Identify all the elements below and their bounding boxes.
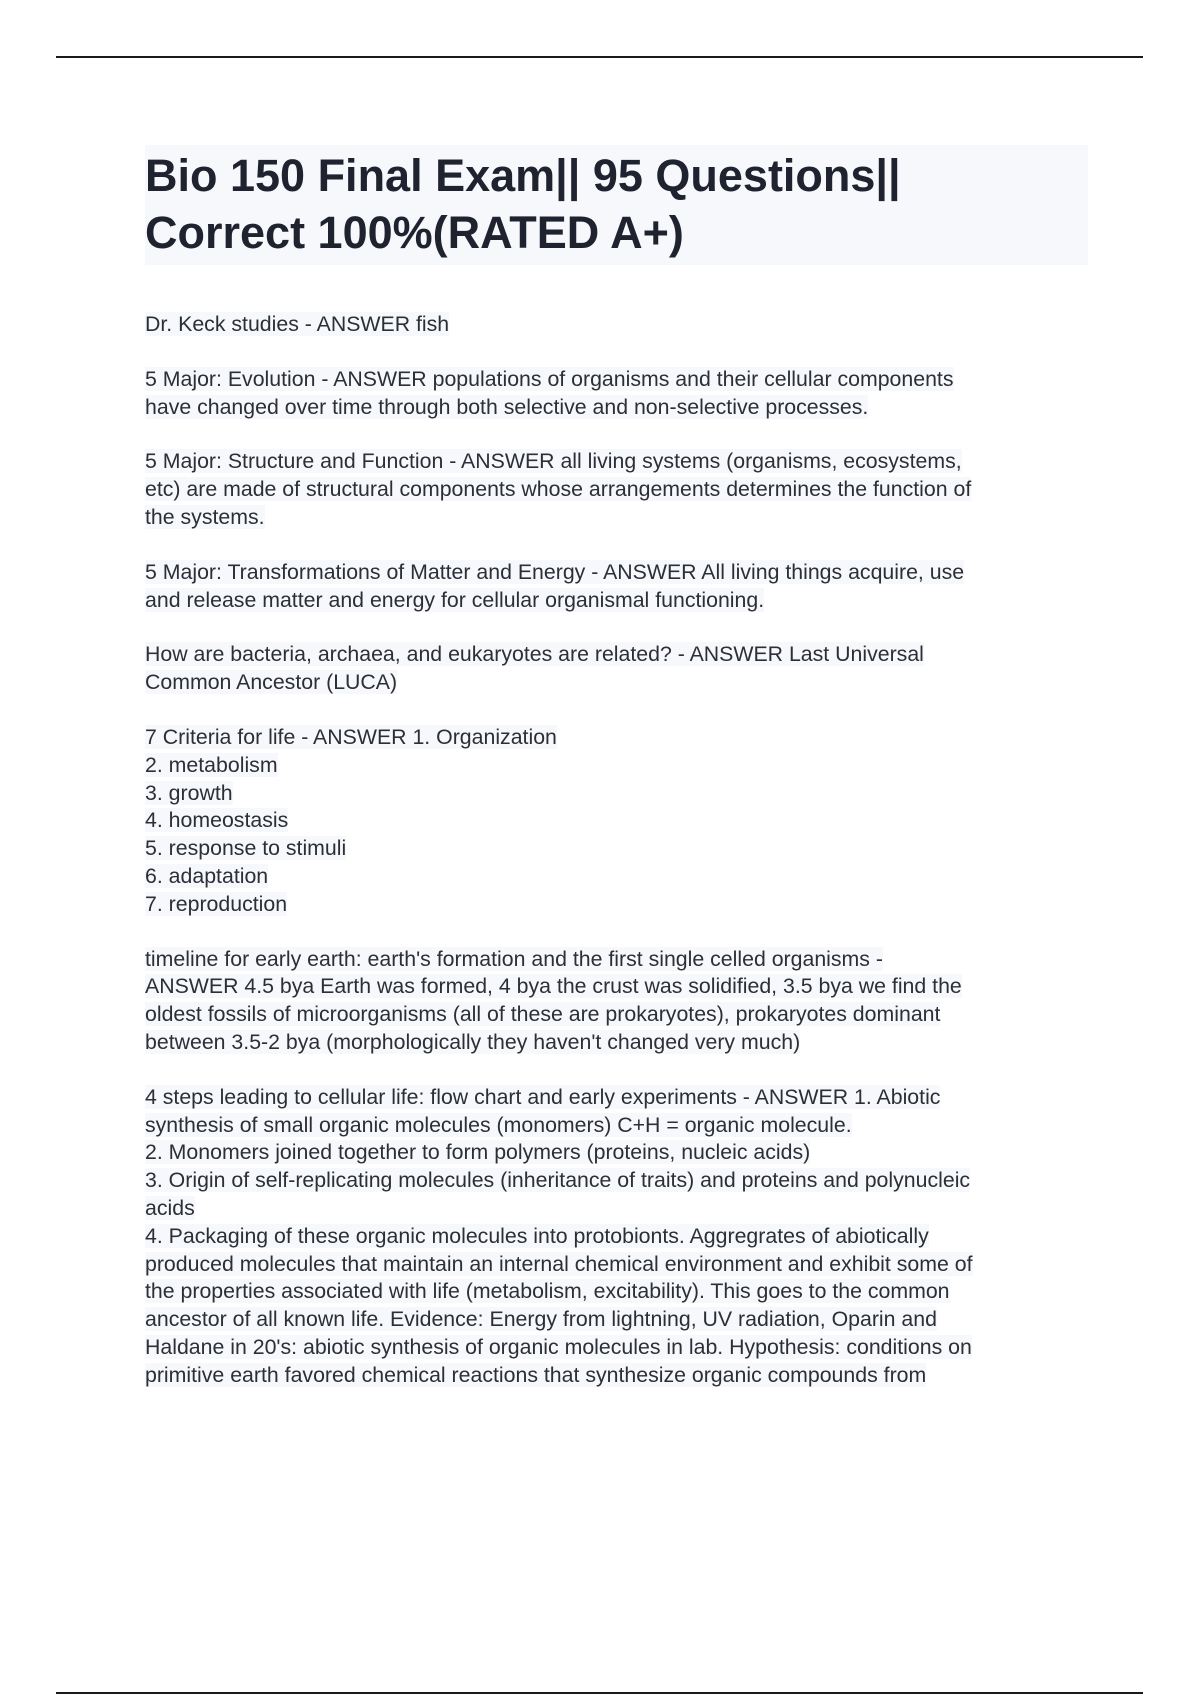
qa-line-text: the properties associated with life (metabolism, excitability). This goes to the common: [145, 1279, 950, 1304]
qa-line: [145, 448, 1090, 476]
qa-line-text: have changed over time through both selective and non-selective processes.: [145, 394, 869, 419]
qa-line-text: 7. reproduction: [145, 891, 288, 916]
qa-line-text: produced molecules that maintain an internal chemical environment and exhibit some of: [145, 1251, 973, 1276]
qa-line: [145, 1139, 1090, 1167]
qa-line-text: 2. Monomers joined together to form polymers (proteins, nucleic acids): [145, 1140, 811, 1165]
qa-line: [145, 504, 1090, 532]
qa-line: [145, 724, 1090, 752]
qa-line-text: 5 Major: Evolution - ANSWER populations of organisms and their cellular components: [145, 366, 954, 391]
qa-line-text: and release matter and energy for cellular organismal functioning.: [145, 587, 765, 612]
qa-line-text: 2. metabolism: [145, 752, 278, 777]
qa-line: [145, 1195, 1090, 1223]
qa-line: [145, 946, 1090, 974]
qa-line: [145, 973, 1090, 1001]
qa-line-text: 4. Packaging of these organic molecules into protobionts. Aggregrates of abiotically: [145, 1223, 929, 1248]
qa-line-text: 3. Origin of self-replicating molecules (inheritance of traits) and proteins and polynucleic: [145, 1168, 971, 1193]
qa-entry: [145, 366, 1090, 422]
qa-line-text: between 3.5-2 bya (morphologically they haven't changed very much): [145, 1029, 801, 1054]
qa-line: [145, 1167, 1090, 1195]
qa-line-text: 3. growth: [145, 780, 233, 805]
qa-entry: [145, 1084, 1090, 1390]
qa-line-text: synthesis of small organic molecules (monomers) C+H = organic molecule.: [145, 1112, 852, 1137]
qa-line: [145, 366, 1090, 394]
qa-line-text: 4. homeostasis: [145, 808, 289, 833]
qa-line: [145, 669, 1090, 697]
qa-line: [145, 807, 1090, 835]
qa-line-text: 6. adaptation: [145, 863, 269, 888]
qa-entry: [145, 559, 1090, 615]
qa-line: [145, 780, 1090, 808]
qa-line: [145, 559, 1090, 587]
qa-line: [145, 835, 1090, 863]
qa-line: [145, 1251, 1090, 1279]
qa-line-text: oldest fossils of microorganisms (all of these are prokaryotes), prokaryotes dominant: [145, 1002, 941, 1027]
qa-line-text: acids: [145, 1195, 195, 1220]
qa-line: [145, 394, 1090, 422]
qa-line-text: the systems.: [145, 504, 265, 529]
qa-line: [145, 641, 1090, 669]
qa-line-text: 5 Major: Structure and Function - ANSWER all living systems (organisms, ecosystems,: [145, 449, 962, 474]
qa-line-text: Haldane in 20's: abiotic synthesis of organic molecules in lab. Hypothesis: conditions on: [145, 1334, 972, 1359]
qa-line-text: 5. response to stimuli: [145, 836, 347, 861]
qa-line: [145, 863, 1090, 891]
title-line-2: Correct 100%(RATED A+): [145, 207, 684, 258]
qa-line-text: timeline for early earth: earth's formation and the first single celled organisms -: [145, 946, 883, 971]
top-rule: [56, 56, 1143, 58]
qa-line: [145, 1362, 1090, 1390]
qa-content: [145, 311, 1090, 1417]
qa-line: [145, 1112, 1090, 1140]
qa-line: [145, 1306, 1090, 1334]
qa-line-text: ANSWER 4.5 bya Earth was formed, 4 bya the crust was solidified, 3.5 bya we find the: [145, 974, 962, 999]
qa-line: [145, 891, 1090, 919]
qa-line-text: How are bacteria, archaea, and eukaryotes are related? - ANSWER Last Universal: [145, 642, 924, 667]
qa-line: [145, 587, 1090, 615]
qa-entry: [145, 311, 1090, 339]
qa-line: [145, 311, 1090, 339]
qa-entry: [145, 946, 1090, 1057]
qa-line-text: 7 Criteria for life - ANSWER 1. Organization: [145, 724, 557, 749]
qa-line-text: primitive earth favored chemical reactions that synthesize organic compounds from: [145, 1362, 927, 1387]
qa-line-text: etc) are made of structural components whose arrangements determines the function of: [145, 477, 972, 502]
qa-line: [145, 1223, 1090, 1251]
qa-entry: [145, 724, 1090, 919]
qa-line-text: Common Ancestor (LUCA): [145, 670, 398, 695]
qa-line: [145, 1001, 1090, 1029]
qa-line: [145, 1084, 1090, 1112]
qa-line: [145, 752, 1090, 780]
qa-line: [145, 476, 1090, 504]
qa-line-text: ancestor of all known life. Evidence: Energy from lightning, UV radiation, Oparin and: [145, 1307, 937, 1332]
qa-line: [145, 1334, 1090, 1362]
qa-entry: [145, 448, 1090, 531]
document-title: [145, 145, 1088, 265]
title-line-1: Bio 150 Final Exam|| 95 Questions||: [145, 150, 901, 201]
qa-entry: [145, 641, 1090, 697]
qa-line-text: 4 steps leading to cellular life: flow chart and early experiments - ANSWER 1. Abiotic: [145, 1084, 941, 1109]
qa-line-text: 5 Major: Transformations of Matter and Energy - ANSWER All living things acquire, use: [145, 559, 965, 584]
qa-line-text: Dr. Keck studies - ANSWER fish: [145, 312, 450, 336]
qa-line: [145, 1278, 1090, 1306]
bottom-rule: [56, 1692, 1143, 1694]
qa-line: [145, 1029, 1090, 1057]
